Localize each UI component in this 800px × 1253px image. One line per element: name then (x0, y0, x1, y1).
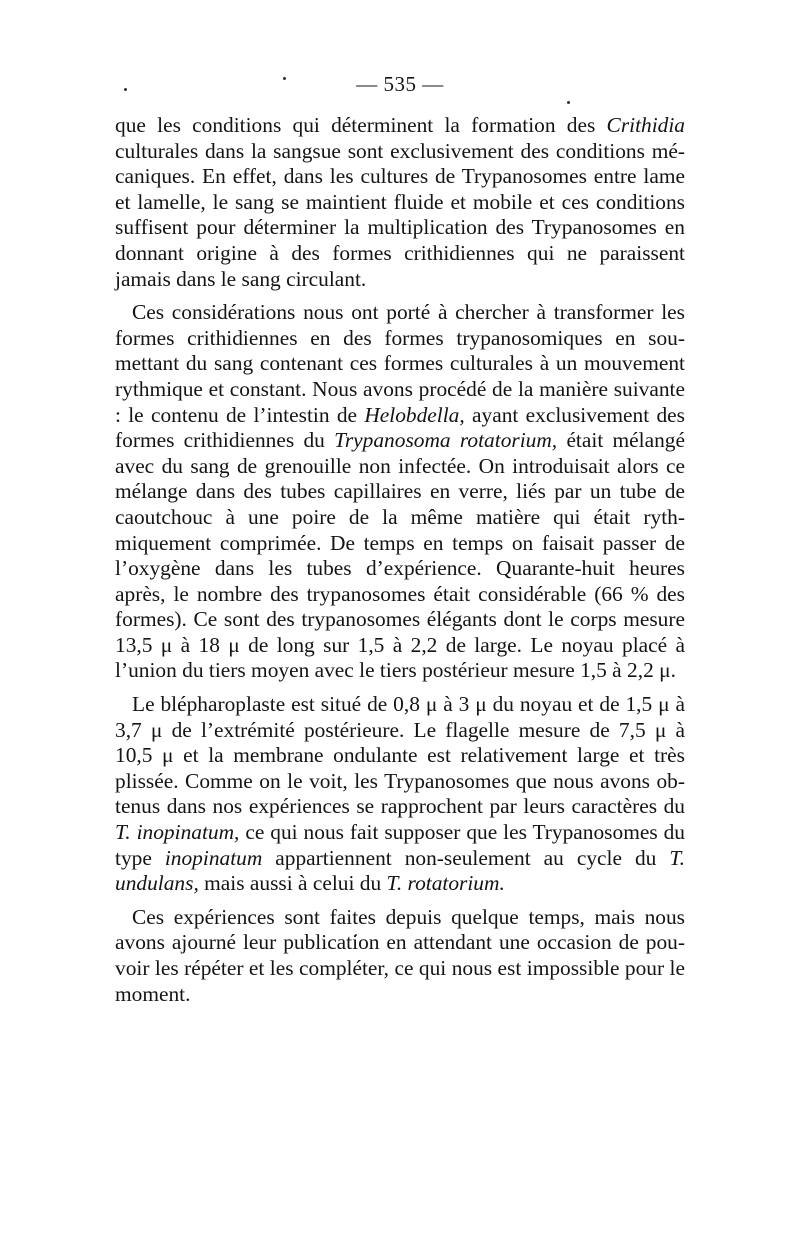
italic-term: Helobdella, (364, 402, 465, 427)
print-speck (124, 88, 127, 91)
text-run: que les conditions qui déterminent la formation des (115, 113, 607, 137)
text-run: appartiennent non-seulement au cycle du (262, 845, 670, 870)
text-run: Ces considérations nous ont porté à chercher à transformer les formes crithidiennes en des formes trypanosomiques en soumettant du sang contenant ces formes culturales à un mouvement rythmique et constant. Nous avons procédé de la manière suivante : le contenu de l’intestin de (115, 300, 685, 427)
text-run: Le blépharoplaste est situé de 0,8 μ à 3 μ du noyau et de 1,5 μ à 3,7 μ de l’extrémité postérieure. Le flagelle mesure de 7,5 μ à 10,5 μ et la membrane ondulante est relativement large et très plissée. Comme on le voit, les Trypanosomes que nous avons obtenus dans nos expériences se rapprochent par leurs caractères du (115, 692, 685, 819)
italic-term: Trypanosoma rotatorium, (334, 428, 558, 453)
italic-term: T. undulans, (115, 845, 686, 896)
text-run: culturales dans la sangsue sont exclusivement des conditions mécaniques. En effet, dans les cultures de Trypanosomes entre lame et lamelle, le sang se maintient fluide et mobile et ces conditions suffisent pour déterminer la multiplication des Trypanosomes en donnant origine à des formes crithidiennes qui ne paraissent jamais dans le sang circulant. (115, 138, 685, 291)
print-speck (283, 77, 286, 80)
paragraph-3 (115, 692, 685, 897)
text-run: mais aussi à celui du (198, 871, 387, 896)
paragraph-4 (115, 905, 685, 1007)
print-speck (567, 101, 570, 104)
text-run: ce qui nous fait supposer que les Trypanosomes du type (115, 820, 685, 870)
page-number: — 535 — (356, 72, 444, 96)
paragraph-2 (115, 300, 685, 684)
text-run: était mélangé avec du sang de grenouille non infectée. On introduisait alors ce mélange dans des tubes capillaires en verre, liés par un tube de caoutchouc à une poire de la même matière qui était rythmiquement comprimée. De temps en temps on faisait passer de l’oxygène dans les tubes d’expérience. Quarante-huit heures après, le nombre des trypanosomes était considérable (66 % des formes). Ce sont des trypanosomes élégants dont le corps mesure 13,5 μ à 18 μ de long sur 1,5 à 2,2 de large. Le noyau placé à l’union du tiers moyen avec le tiers postérieur mesure 1,5 à 2,2 μ. (115, 428, 685, 683)
italic-term: T. rotatorium. (386, 871, 505, 896)
italic-term: inopinatum (164, 845, 263, 870)
paragraph-1 (115, 113, 685, 292)
body-text (115, 113, 685, 1015)
italic-term: T. inopinatum, (115, 820, 240, 845)
text-run: Ces expériences sont faites depuis quelque temps, mais nous avons ajourné leur publication en attendant une occasion de pouvoir les répéter et les compléter, ce qui nous est impossible pour le moment. (115, 904, 685, 1006)
text-run: ayant exclusivement des formes crithidiennes du (115, 402, 685, 453)
italic-term: Crithidia (606, 113, 685, 137)
